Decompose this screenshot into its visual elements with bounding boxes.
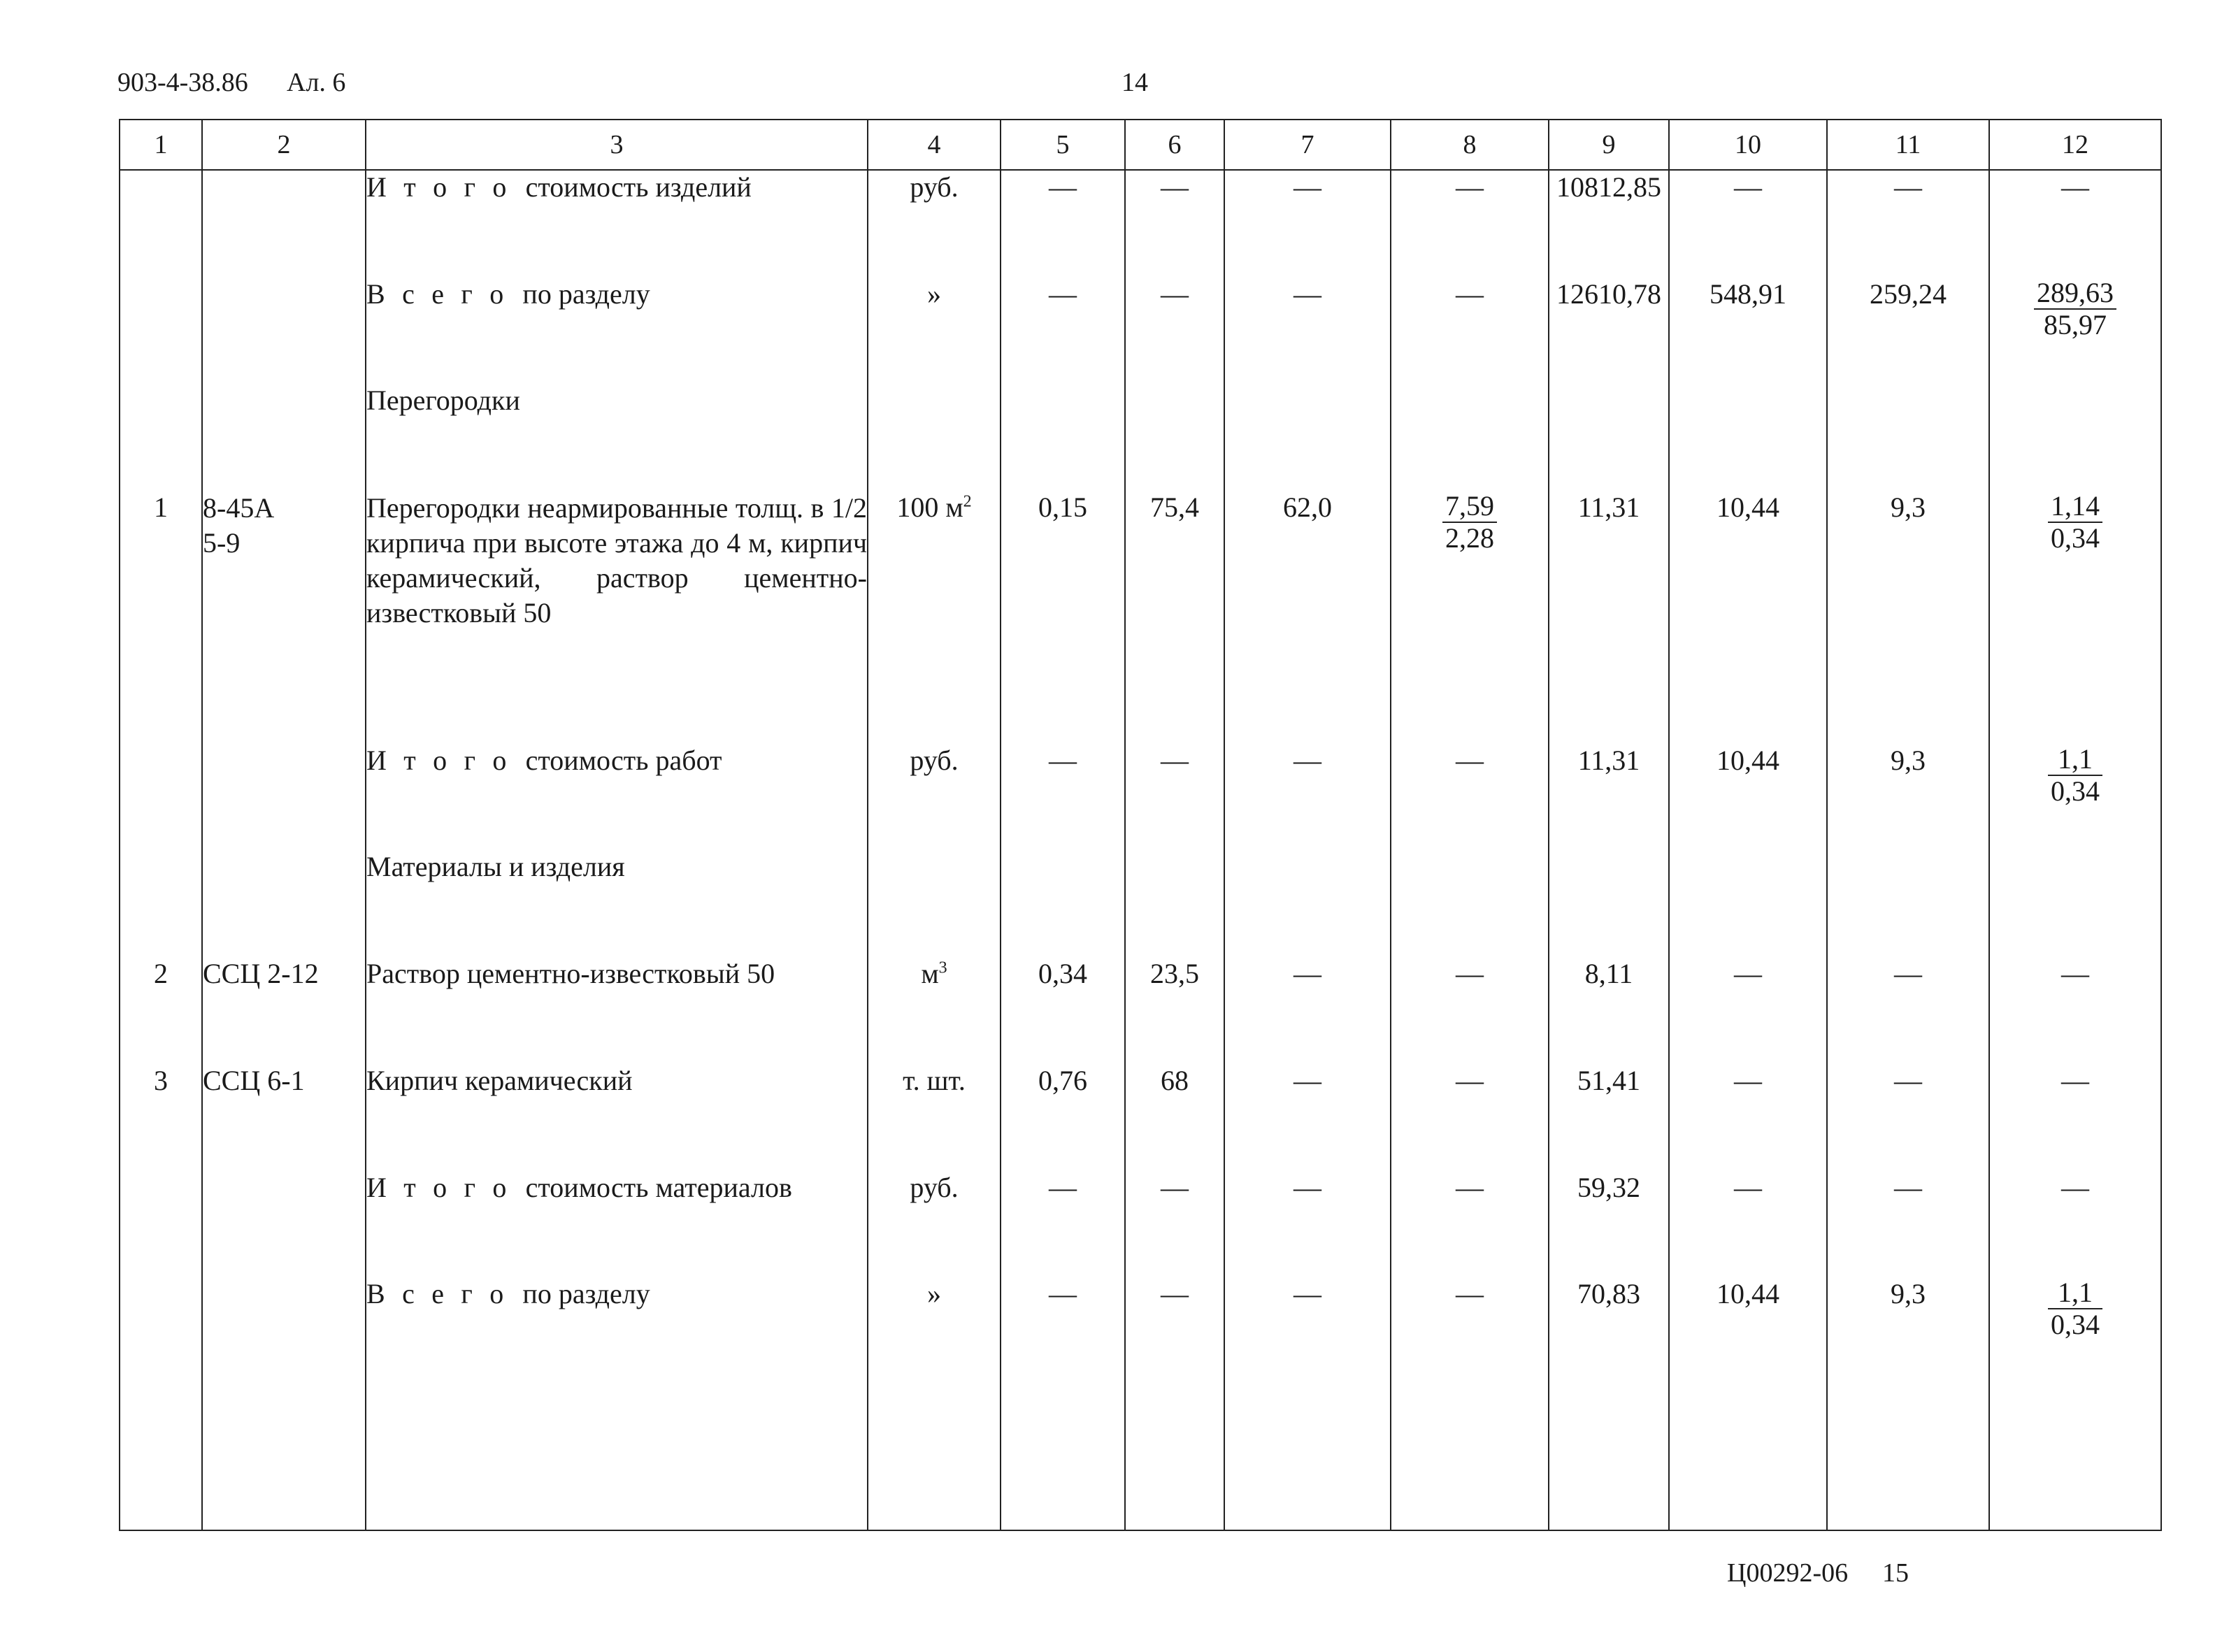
rate-code xyxy=(202,1171,366,1278)
unit-cell xyxy=(868,491,1001,744)
cell-col11: — xyxy=(1827,957,1989,1064)
cell-col5: 0,15 xyxy=(1001,491,1125,744)
unit-exponent: 2 xyxy=(963,492,972,511)
cell-col5: 0,76 xyxy=(1001,1064,1125,1171)
row-number xyxy=(120,170,202,278)
rate-code xyxy=(202,170,366,278)
cell-col8 xyxy=(1391,850,1549,957)
cell-col6: 68 xyxy=(1125,1064,1224,1171)
footer-doc-code: Ц00292-06 xyxy=(1727,1558,1849,1588)
cell-col8: — xyxy=(1391,278,1549,385)
fraction-denominator: 0,34 xyxy=(2051,1309,2100,1341)
table-row xyxy=(120,850,2161,957)
fraction-numerator: 1,1 xyxy=(2048,744,2102,776)
unit-exponent: 3 xyxy=(938,958,947,977)
row-text: стоимость изделий xyxy=(525,171,752,203)
row-number xyxy=(120,744,202,851)
fraction xyxy=(2048,744,2102,807)
row-description xyxy=(366,278,868,385)
empty-cell xyxy=(1001,1384,1125,1530)
fraction xyxy=(2034,278,2116,340)
cell-col11: 259,24 xyxy=(1827,278,1989,385)
column-number: 6 xyxy=(1125,120,1224,170)
empty-cell xyxy=(202,1384,366,1530)
cell-col5: — xyxy=(1001,278,1125,385)
cell-col5 xyxy=(1001,850,1125,957)
cell-col8: — xyxy=(1391,1171,1549,1278)
row-number xyxy=(120,1277,202,1384)
cell-col5: 0,34 xyxy=(1001,957,1125,1064)
cell-col9: 11,31 xyxy=(1549,491,1669,744)
fraction-denominator: 85,97 xyxy=(2044,308,2107,340)
section-heading: Материалы и изделия xyxy=(366,850,868,957)
cell-col6: 75,4 xyxy=(1125,491,1224,744)
fraction-numerator: 289,63 xyxy=(2034,278,2116,310)
unit-cell xyxy=(868,957,1001,1064)
unit-cell xyxy=(868,384,1001,491)
unit-text: 100 м xyxy=(896,491,963,524)
row-label: И т о г о xyxy=(366,1171,512,1203)
unit-cell: руб. xyxy=(868,170,1001,278)
estimate-table xyxy=(119,119,2162,1531)
empty-cell xyxy=(1989,1384,2161,1530)
cell-col9: 70,83 xyxy=(1549,1277,1669,1384)
fraction-denominator: 2,28 xyxy=(1445,522,1494,554)
cell-col10: 10,44 xyxy=(1669,491,1827,744)
cell-col7: — xyxy=(1224,957,1391,1064)
row-number xyxy=(120,850,202,957)
cell-col6: — xyxy=(1125,744,1224,851)
row-description xyxy=(366,170,868,278)
cell-col7: — xyxy=(1224,1064,1391,1171)
column-number: 11 xyxy=(1827,120,1989,170)
cell-col12 xyxy=(1989,491,2161,744)
cell-col6: — xyxy=(1125,1277,1224,1384)
cell-col6: 23,5 xyxy=(1125,957,1224,1064)
cell-col10 xyxy=(1669,850,1827,957)
unit-cell: т. шт. xyxy=(868,1064,1001,1171)
row-label: В с е г о xyxy=(366,278,509,310)
cell-col11: 9,3 xyxy=(1827,1277,1989,1384)
row-text: стоимость материалов xyxy=(525,1171,792,1203)
cell-col8: — xyxy=(1391,1064,1549,1171)
cell-col9: 59,32 xyxy=(1549,1171,1669,1278)
row-description xyxy=(366,1171,868,1278)
cell-col12: — xyxy=(1989,957,2161,1064)
row-label: И т о г о xyxy=(366,171,512,203)
column-number: 1 xyxy=(120,120,202,170)
fraction-numerator: 1,14 xyxy=(2048,491,2102,523)
cell-col12: — xyxy=(1989,1064,2161,1171)
table-row xyxy=(120,491,2161,744)
rate-code xyxy=(202,850,366,957)
cell-col9: 11,31 xyxy=(1549,744,1669,851)
empty-cell xyxy=(1125,1384,1224,1530)
row-description: Перегородки неармированные толщ. в 1/2 кирпича при высоте этажа до 4 м, кирпич керамический, раствор цементно-известковый 50 xyxy=(366,491,868,744)
row-description: Раствор цементно-известковый 50 xyxy=(366,957,868,1064)
cell-col8: — xyxy=(1391,957,1549,1064)
cell-col6: — xyxy=(1125,1171,1224,1278)
row-number xyxy=(120,278,202,385)
rate-code xyxy=(202,384,366,491)
cell-col10: — xyxy=(1669,170,1827,278)
fraction xyxy=(2048,491,2102,554)
rate-code xyxy=(202,744,366,851)
sheet-label: Ал. 6 xyxy=(287,68,346,97)
cell-col6 xyxy=(1125,850,1224,957)
row-number: 2 xyxy=(120,957,202,1064)
empty-cell xyxy=(1224,1384,1391,1530)
cell-col11: — xyxy=(1827,170,1989,278)
cell-col9: 8,11 xyxy=(1549,957,1669,1064)
row-label: В с е г о xyxy=(366,1278,509,1310)
cell-col12 xyxy=(1989,1277,2161,1384)
cell-col10: 548,91 xyxy=(1669,278,1827,385)
empty-cell xyxy=(1549,1384,1669,1530)
table-row xyxy=(120,278,2161,385)
cell-col12: — xyxy=(1989,1171,2161,1278)
column-number: 9 xyxy=(1549,120,1669,170)
cell-col7 xyxy=(1224,850,1391,957)
cell-col9 xyxy=(1549,384,1669,491)
empty-cell xyxy=(868,1384,1001,1530)
cell-col8: — xyxy=(1391,1277,1549,1384)
column-number-row xyxy=(120,120,2161,170)
cell-col7: — xyxy=(1224,170,1391,278)
row-description xyxy=(366,744,868,851)
table-row xyxy=(120,957,2161,1064)
fraction xyxy=(1442,491,1497,554)
column-number: 8 xyxy=(1391,120,1549,170)
cell-col8 xyxy=(1391,491,1549,744)
column-number: 10 xyxy=(1669,120,1827,170)
column-number: 3 xyxy=(366,120,868,170)
cell-col7: — xyxy=(1224,744,1391,851)
cell-col6: — xyxy=(1125,170,1224,278)
rate-code-line: 8-45А xyxy=(203,492,275,524)
rate-code: ССЦ 2-12 xyxy=(202,957,366,1064)
table-row xyxy=(120,384,2161,491)
column-number: 7 xyxy=(1224,120,1391,170)
row-number: 3 xyxy=(120,1064,202,1171)
column-number: 12 xyxy=(1989,120,2161,170)
row-description: Кирпич керамический xyxy=(366,1064,868,1171)
cell-col12 xyxy=(1989,744,2161,851)
table-row xyxy=(120,1064,2161,1171)
table-row-empty xyxy=(120,1384,2161,1530)
row-text: по разделу xyxy=(522,278,650,310)
fraction-denominator: 0,34 xyxy=(2051,522,2100,554)
cell-col12 xyxy=(1989,384,2161,491)
cell-col7: — xyxy=(1224,1277,1391,1384)
fraction-numerator: 7,59 xyxy=(1442,491,1497,523)
cell-col11 xyxy=(1827,384,1989,491)
table-row xyxy=(120,744,2161,851)
rate-code xyxy=(202,1277,366,1384)
fraction xyxy=(2048,1277,2102,1340)
cell-col11: — xyxy=(1827,1064,1989,1171)
cell-col12 xyxy=(1989,278,2161,385)
cell-col6: — xyxy=(1125,278,1224,385)
footer-sheet-number: 15 xyxy=(1882,1558,1909,1588)
unit-cell: » xyxy=(868,278,1001,385)
cell-col10: — xyxy=(1669,1064,1827,1171)
row-number: 1 xyxy=(120,491,202,744)
document-code: 903-4-38.86 xyxy=(117,68,248,97)
rate-code-line: 5-9 xyxy=(203,527,241,559)
cell-col7 xyxy=(1224,384,1391,491)
cell-col12 xyxy=(1989,850,2161,957)
table-row xyxy=(120,1171,2161,1278)
fraction-numerator: 1,1 xyxy=(2048,1277,2102,1309)
empty-cell xyxy=(1669,1384,1827,1530)
cell-col11 xyxy=(1827,850,1989,957)
cell-col9: 51,41 xyxy=(1549,1064,1669,1171)
cell-col8: — xyxy=(1391,170,1549,278)
unit-text: м xyxy=(921,958,939,990)
row-text: стоимость работ xyxy=(525,744,722,776)
cell-col9: 10812,85 xyxy=(1549,170,1669,278)
cell-col7: — xyxy=(1224,1171,1391,1278)
cell-col11: — xyxy=(1827,1171,1989,1278)
cell-col7: — xyxy=(1224,278,1391,385)
cell-col5 xyxy=(1001,384,1125,491)
row-text: по разделу xyxy=(522,1278,650,1310)
cell-col5: — xyxy=(1001,170,1125,278)
cell-col9 xyxy=(1549,850,1669,957)
cell-col10: 10,44 xyxy=(1669,1277,1827,1384)
fraction-denominator: 0,34 xyxy=(2051,775,2100,807)
empty-cell xyxy=(1391,1384,1549,1530)
rate-code: ССЦ 6-1 xyxy=(202,1064,366,1171)
cell-col10 xyxy=(1669,384,1827,491)
unit-cell: » xyxy=(868,1277,1001,1384)
page-number: 14 xyxy=(1121,68,1148,97)
cell-col5: — xyxy=(1001,744,1125,851)
cell-col10: 10,44 xyxy=(1669,744,1827,851)
column-number: 4 xyxy=(868,120,1001,170)
column-number: 2 xyxy=(202,120,366,170)
cell-col12: — xyxy=(1989,170,2161,278)
table-row xyxy=(120,170,2161,278)
unit-cell: руб. xyxy=(868,1171,1001,1278)
cell-col7: 62,0 xyxy=(1224,491,1391,744)
row-label: И т о г о xyxy=(366,744,512,776)
row-number xyxy=(120,384,202,491)
rate-code xyxy=(202,278,366,385)
cell-col5: — xyxy=(1001,1171,1125,1278)
rate-code xyxy=(202,491,366,744)
unit-cell: руб. xyxy=(868,744,1001,851)
cell-col8 xyxy=(1391,384,1549,491)
row-number xyxy=(120,1171,202,1278)
cell-col10: — xyxy=(1669,1171,1827,1278)
section-heading: Перегородки xyxy=(366,384,868,491)
cell-col11: 9,3 xyxy=(1827,491,1989,744)
cell-col8: — xyxy=(1391,744,1549,851)
column-number: 5 xyxy=(1001,120,1125,170)
empty-cell xyxy=(120,1384,202,1530)
empty-cell xyxy=(1827,1384,1989,1530)
cell-col10: — xyxy=(1669,957,1827,1064)
unit-cell xyxy=(868,850,1001,957)
cell-col5: — xyxy=(1001,1277,1125,1384)
cell-col6 xyxy=(1125,384,1224,491)
cell-col11: 9,3 xyxy=(1827,744,1989,851)
cell-col9: 12610,78 xyxy=(1549,278,1669,385)
row-description xyxy=(366,1277,868,1384)
empty-cell xyxy=(366,1384,868,1530)
table-row xyxy=(120,1277,2161,1384)
